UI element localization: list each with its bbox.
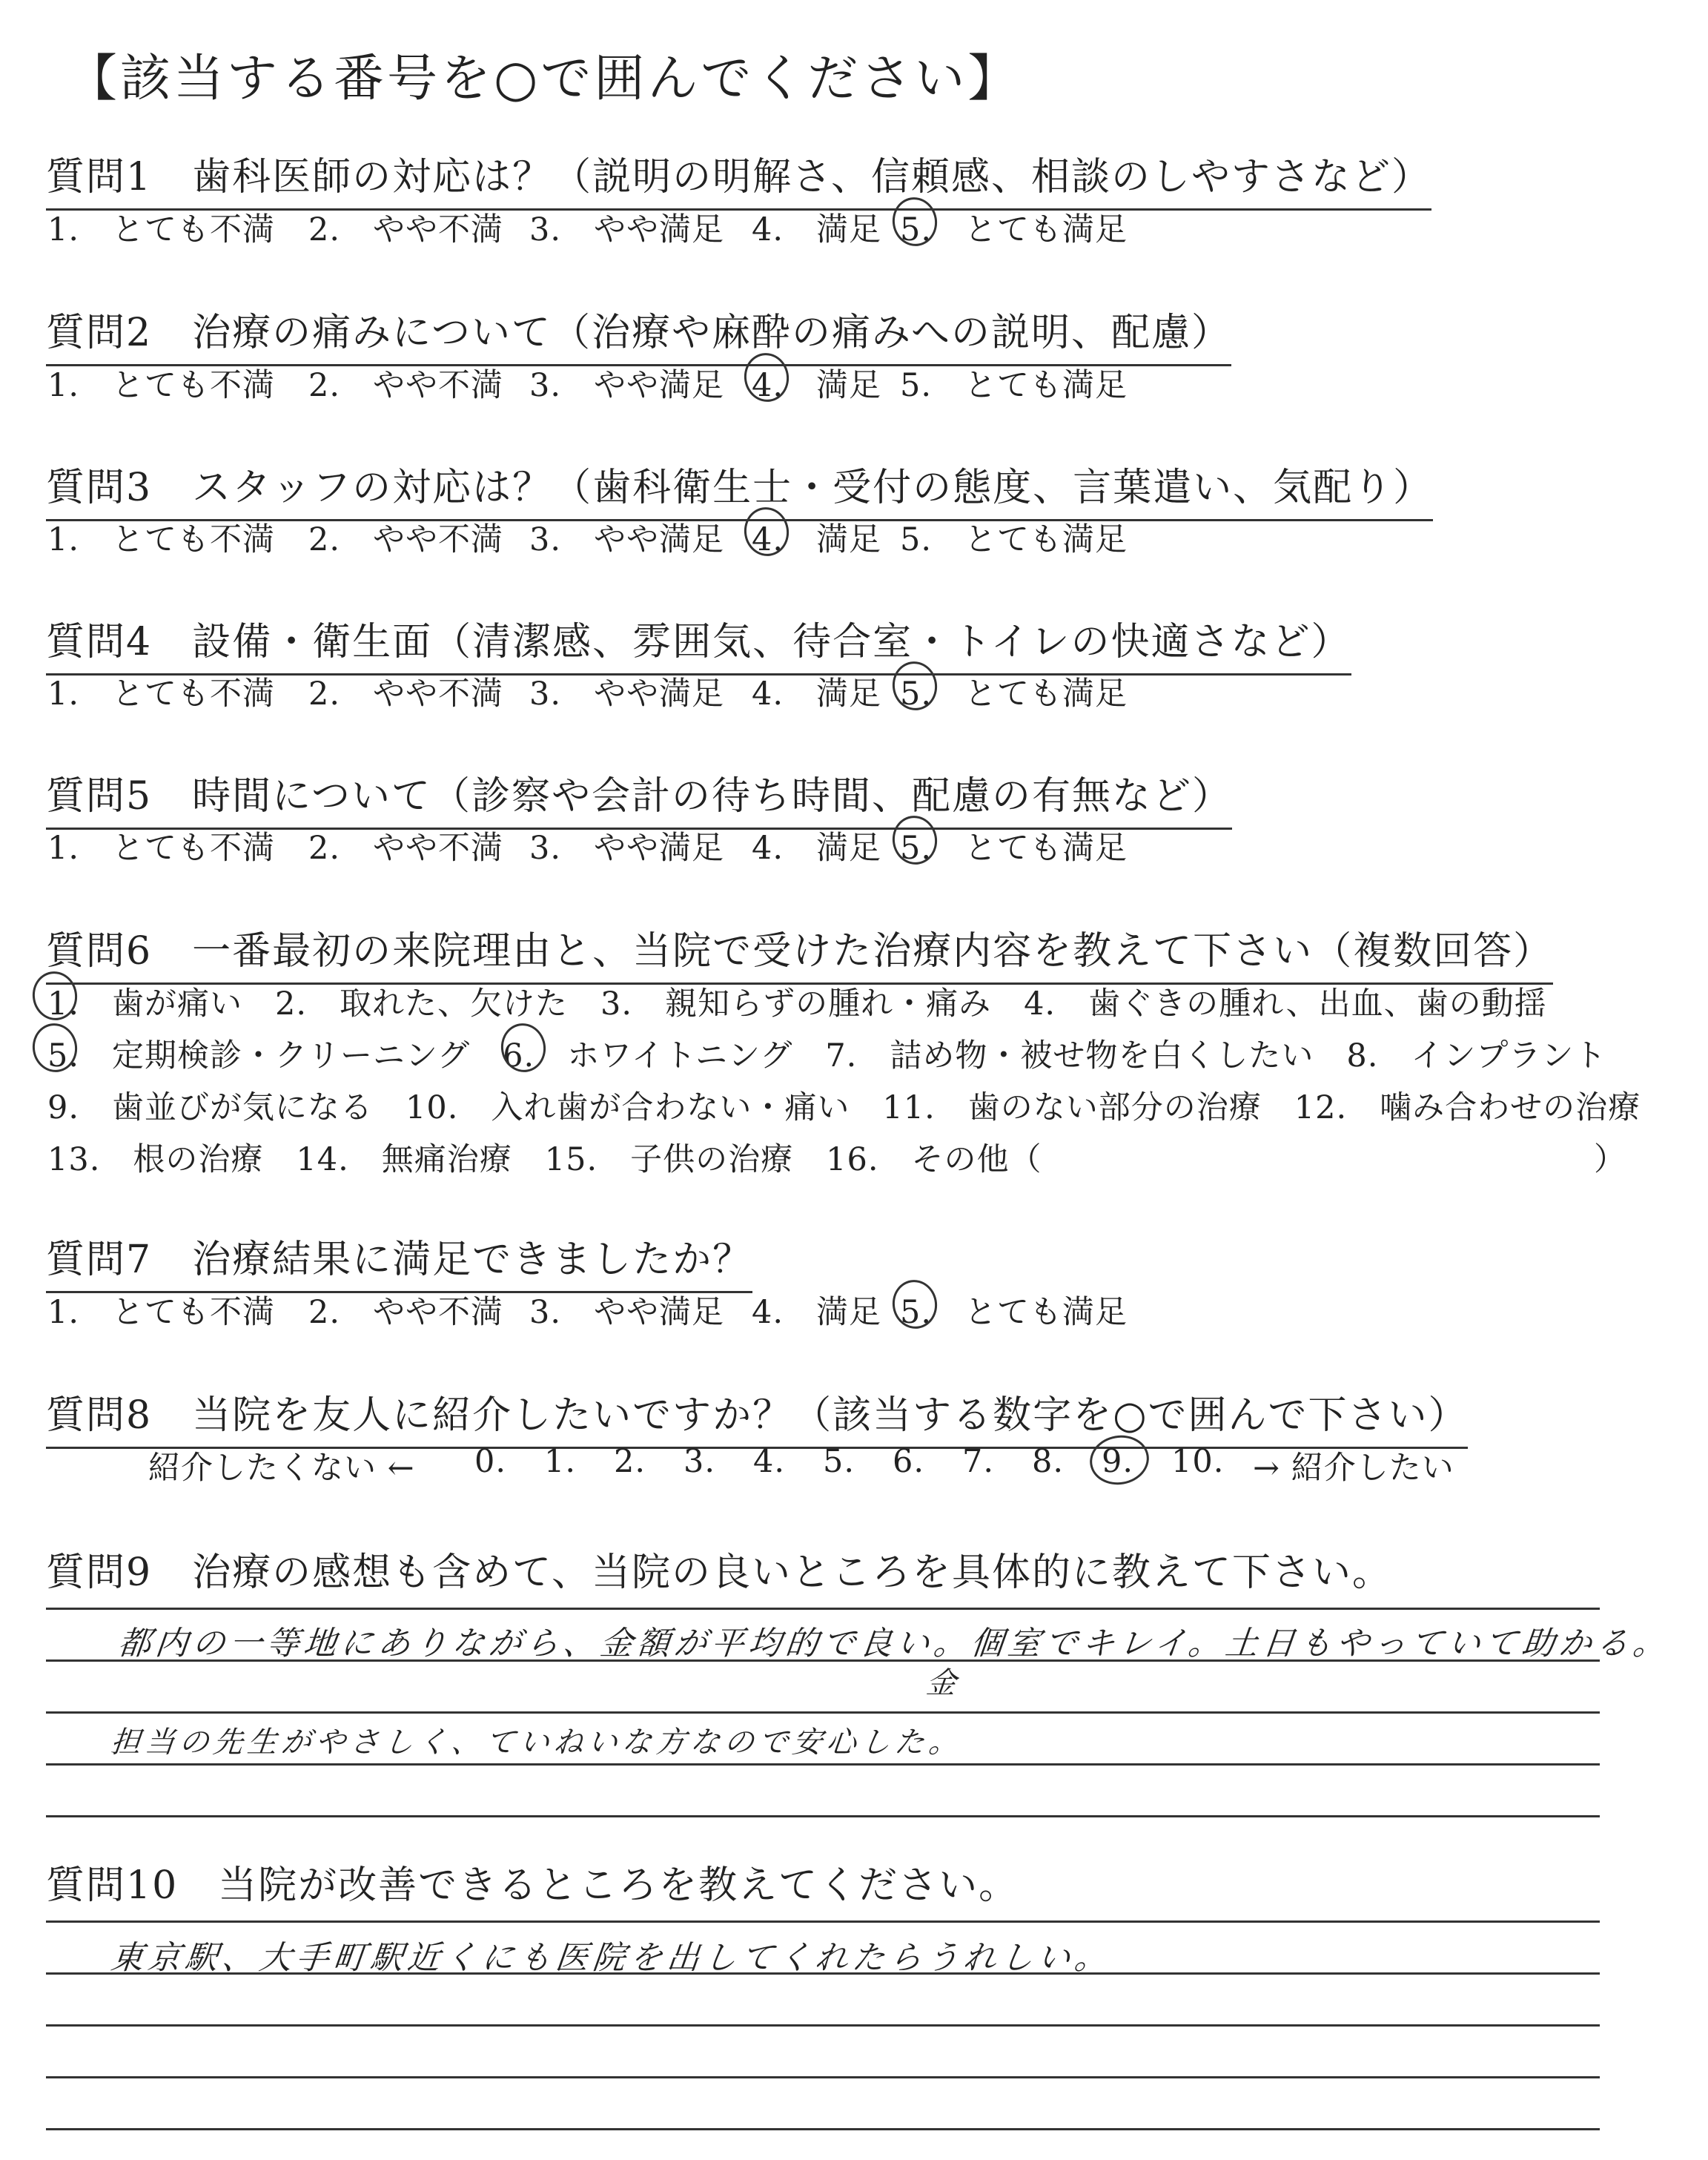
q1-option-1[interactable]: 1. とても不満 xyxy=(47,211,276,248)
q9-answer-line-3 xyxy=(46,1711,1600,1714)
q8-num-4[interactable]: 4. xyxy=(753,1443,786,1480)
q9-handwritten-insert: 金 xyxy=(924,1666,963,1700)
q4-option-1[interactable]: 1. とても不満 xyxy=(47,676,276,713)
q2-option-4[interactable]: 4. 満足 xyxy=(752,367,882,404)
q2-option-2[interactable]: 2. やや不満 xyxy=(308,367,504,404)
q8-num-9[interactable]: 9. xyxy=(1102,1443,1134,1480)
q8-right-label: → 紹介したい xyxy=(1253,1450,1454,1487)
q9-handwritten-line-2: 担当の先生がやさしく、ていねいな方なので安心した。 xyxy=(109,1725,965,1760)
question-2-title: 質問2 治療の痛みについて（治療や麻酔の痛みへの説明、配慮） xyxy=(46,301,1231,366)
q1-option-2[interactable]: 2. やや不満 xyxy=(308,211,504,248)
q8-num-0[interactable]: 0. xyxy=(474,1443,507,1480)
q8-num-1[interactable]: 1. xyxy=(544,1443,577,1480)
q9-answer-line-4 xyxy=(46,1763,1600,1766)
question-7-title: 質問7 治療結果に満足できましたか？ xyxy=(46,1228,752,1293)
q2-option-3[interactable]: 3. やや満足 xyxy=(529,367,725,404)
question-6-title: 質問6 一番最初の来院理由と、当院で受けた治療内容を教えて下さい（複数回答） xyxy=(46,919,1553,985)
q6-row-4[interactable]: 13. 根の治療 14. 無痛治療 15. 子供の治療 16. その他（ xyxy=(47,1141,1042,1178)
question-9-title: 質問9 治療の感想も含めて、当院の良いところを具体的に教えて下さい。 xyxy=(46,1550,1393,1595)
question-3-title: 質問3 スタッフの対応は？（歯科衛生士・受付の態度、言葉遣い、気配り） xyxy=(46,456,1433,521)
q1-option-4[interactable]: 4. 満足 xyxy=(752,211,882,248)
q3-option-2[interactable]: 2. やや不満 xyxy=(308,521,504,558)
q2-option-1[interactable]: 1. とても不満 xyxy=(47,367,276,404)
q3-option-4[interactable]: 4. 満足 xyxy=(752,521,882,558)
q8-num-10[interactable]: 10. xyxy=(1171,1443,1225,1480)
question-1-title: 質問1 歯科医師の対応は？（説明の明解さ、信頼感、相談のしやすさなど） xyxy=(46,145,1431,211)
question-5-title: 質問5 時間について（診察や会計の待ち時間、配慮の有無など） xyxy=(46,764,1232,830)
q7-option-5[interactable]: 5. とても満足 xyxy=(900,1294,1128,1331)
q5-option-2[interactable]: 2. やや不満 xyxy=(308,830,504,867)
q5-option-1[interactable]: 1. とても不満 xyxy=(47,830,276,867)
q5-option-5[interactable]: 5. とても満足 xyxy=(900,830,1128,867)
q8-num-8[interactable]: 8. xyxy=(1032,1443,1065,1480)
question-10-title: 質問10 当院が改善できるところを教えてください。 xyxy=(46,1863,1019,1908)
q8-left-label: 紹介したくない ← xyxy=(148,1450,415,1487)
page-header: 【該当する番号を○で囲んでください】 xyxy=(67,50,1022,108)
q8-num-7[interactable]: 7. xyxy=(962,1443,995,1480)
q10-answer-line-1 xyxy=(46,1920,1600,1923)
q9-handwritten-line-1: 都内の一等地にありながら、金額が平均的で良い。個室でキレイ。土日もやっていて助かる。 xyxy=(116,1625,1672,1662)
q4-option-4[interactable]: 4. 満足 xyxy=(752,676,882,713)
q8-num-2[interactable]: 2. xyxy=(614,1443,646,1480)
q5-option-4[interactable]: 4. 満足 xyxy=(752,830,882,867)
question-4-title: 質問4 設備・衛生面（清潔感、雰囲気、待合室・トイレの快適さなど） xyxy=(46,610,1351,676)
q7-option-2[interactable]: 2. やや不満 xyxy=(308,1294,504,1331)
q8-num-6[interactable]: 6. xyxy=(893,1443,925,1480)
q3-option-3[interactable]: 3. やや満足 xyxy=(529,521,725,558)
q10-answer-line-4 xyxy=(46,2076,1600,2078)
q9-answer-line-5 xyxy=(46,1815,1600,1817)
q4-option-5[interactable]: 5. とても満足 xyxy=(900,676,1128,713)
q6-row-3[interactable]: 9. 歯並びが気になる 10. 入れ歯が合わない・痛い 11. 歯のない部分の治療 12. 噛み合わせの治療 xyxy=(47,1089,1641,1126)
q2-option-5[interactable]: 5. とても満足 xyxy=(900,367,1128,404)
q5-option-3[interactable]: 3. やや満足 xyxy=(529,830,725,867)
question-8-title: 質問8 当院を友人に紹介したいですか？（該当する数字を○で囲んで下さい） xyxy=(46,1384,1468,1449)
q7-option-3[interactable]: 3. やや満足 xyxy=(529,1294,725,1331)
q7-option-1[interactable]: 1. とても不満 xyxy=(47,1294,276,1331)
q8-num-5[interactable]: 5. xyxy=(823,1443,855,1480)
q6-row-1[interactable]: 1. 歯が痛い 2. 取れた、欠けた 3. 親知らずの腫れ・痛み 4. 歯ぐきの腫れ、出血、歯の動揺 xyxy=(47,985,1547,1023)
q3-option-5[interactable]: 5. とても満足 xyxy=(900,521,1128,558)
q6-other-close-paren: ） xyxy=(1594,1141,1626,1178)
q1-option-3[interactable]: 3. やや満足 xyxy=(529,211,725,248)
q3-option-1[interactable]: 1. とても不満 xyxy=(47,521,276,558)
q8-num-3[interactable]: 3. xyxy=(683,1443,716,1480)
q10-answer-line-5 xyxy=(46,2128,1600,2130)
q10-answer-line-3 xyxy=(46,2024,1600,2027)
q10-handwritten-line-1: 東京駅、大手町駅近くにも医院を出してくれたらうれしい。 xyxy=(108,1939,1114,1977)
q1-option-5[interactable]: 5. とても満足 xyxy=(900,211,1128,248)
q9-answer-line-1 xyxy=(46,1608,1600,1610)
q7-option-4[interactable]: 4. 満足 xyxy=(752,1294,882,1331)
q6-row-2[interactable]: 5. 定期検診・クリーニング 6. ホワイトニング 7. 詰め物・被せ物を白くしたい 8. インプラント xyxy=(47,1037,1607,1074)
q4-option-3[interactable]: 3. やや満足 xyxy=(529,676,725,713)
q4-option-2[interactable]: 2. やや不満 xyxy=(308,676,504,713)
